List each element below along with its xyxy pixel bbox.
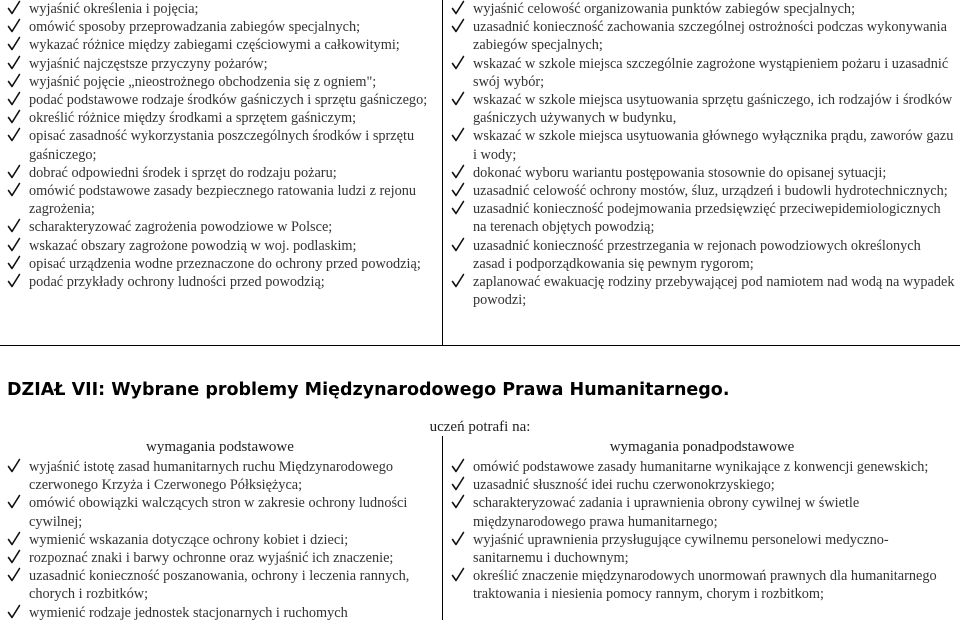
list-item — [448, 458, 956, 476]
list-item-text: wyjaśnić istotę zasad humanitarnych ruchu Międzynarodowego czerwonego Krzyża i Czerwonego Półksiężyca; — [29, 459, 394, 494]
checkmark-icon — [7, 458, 21, 474]
list-item-text: omówić obowiązki walczących stron w zakresie ochrony ludności cywilnej; — [29, 495, 408, 530]
list-item-text: omówić sposoby przeprowadzania zabiegów specjalnych; — [29, 19, 361, 36]
checkmark-icon — [7, 531, 21, 547]
list-item-text: uzasadnić konieczność podejmowania przedsięwzięć przeciwepidemiologicznych na terenach objętych powodzią; — [473, 201, 941, 236]
advanced-requirements-list — [448, 458, 956, 604]
list-item — [448, 200, 956, 236]
list-item — [4, 36, 436, 54]
list-item-text: podać podstawowe rodzaje środków gaśniczych i sprzętu gaśniczego; — [29, 92, 428, 109]
list-item — [4, 91, 436, 109]
checkmark-icon — [7, 237, 21, 253]
list-item — [4, 55, 436, 73]
list-item — [448, 0, 956, 18]
top-left-column — [4, 0, 436, 291]
list-item-text: wyjaśnić uprawnienia przysługujące cywilnemu personelowi medyczno-sanitarnemu i duchownym; — [473, 531, 889, 567]
list-item — [4, 494, 436, 530]
basic-requirements-header: wymagania podstawowe — [146, 439, 294, 455]
checkmark-icon — [451, 273, 465, 289]
list-item-text: wskazać w szkole miejsca usytuowania sprzętu gaśniczego, ich rodzajów i środków gaśniczych używanych w budynku, — [473, 92, 953, 127]
list-item — [4, 109, 436, 127]
list-item-text: wyjaśnić pojęcie „nieostrożnego obchodzenia się z ogniem"; — [29, 73, 377, 90]
checkmark-icon — [451, 55, 465, 71]
list-item-text: opisać urządzenia wodne przeznaczone do ochrony przed powodzią; — [29, 255, 421, 272]
list-item — [4, 73, 436, 91]
list-item-text: wymienić wskazania dotyczące ochrony kobiet i dzieci; — [29, 531, 349, 548]
list-item-text: wyjaśnić określenia i pojęcia; — [29, 1, 199, 17]
list-item — [4, 604, 436, 622]
list-item-text: zaplanować ewakuację rodziny przebywającej pod namiotem nad wodą na wypadek powodzi; — [473, 274, 955, 309]
list-item — [4, 531, 436, 549]
top-right-column — [448, 0, 956, 309]
list-item — [4, 255, 436, 273]
checkmark-icon — [451, 458, 465, 474]
list-item — [448, 164, 956, 182]
checkmark-icon — [7, 567, 21, 583]
list-item — [4, 273, 436, 291]
list-item — [4, 127, 436, 163]
list-item — [448, 237, 956, 273]
list-item-text: uzasadnić konieczność przestrzegania w rejonach powodziowych określonych zasad i podporządkowania się pewnym rygorom; — [473, 237, 921, 272]
checkmark-icon — [451, 531, 465, 547]
checkmark-icon — [451, 237, 465, 253]
list-item-text: wskazać w szkole miejsca szczególnie zagrożone wystąpieniem pożaru i uzasadnić swój wybór; — [473, 55, 949, 90]
checkmark-icon — [451, 0, 465, 16]
list-item — [4, 549, 436, 567]
checkmark-icon — [7, 218, 21, 234]
section-subheading: uczeń potrafi na: — [429, 419, 531, 435]
checkmark-icon — [7, 127, 21, 143]
list-item — [448, 127, 956, 163]
list-item-text: określić znaczenie międzynarodowych unormowań prawnych dla humanitarnego traktowania i niesienia pomocy rannym, chorym i rozbitkom; — [473, 568, 937, 603]
checkmark-icon — [7, 255, 21, 271]
list-item-text: uzasadnić słuszność idei ruchu czerwonokrzyskiego; — [473, 477, 775, 494]
list-item — [4, 18, 436, 36]
list-item — [448, 91, 956, 127]
list-item-text: rozpoznać znaki i barwy ochronne oraz wyjaśnić ich znaczenie; — [29, 550, 394, 567]
checkmark-icon — [451, 200, 465, 216]
checkmark-icon — [7, 182, 21, 198]
list-item-text: dokonać wyboru wariantu postępowania stosownie do opisanej sytuacji; — [473, 164, 887, 181]
list-item — [448, 18, 956, 54]
checkmark-icon — [7, 164, 21, 180]
section-title: DZIAŁ VII: Wybrane problemy Międzynarodowego Prawa Humanitarnego. — [7, 380, 730, 400]
list-item-text: opisać zasadność wykorzystania poszczególnych środków i sprzętu gaśniczego; — [29, 128, 415, 163]
checkmark-icon — [7, 91, 21, 107]
list-item-text: uzasadnić konieczność poszanowania, ochrony i leczenia rannych, chorych i rozbitków; — [29, 568, 410, 603]
list-item — [4, 567, 436, 603]
checkmark-icon — [7, 494, 21, 510]
checkmark-icon — [7, 549, 21, 565]
basic-requirements-column — [4, 438, 436, 622]
list-item-text: wskazać w szkole miejsca usytuowania głównego wyłącznika prądu, zaworów gazu i wody; — [473, 128, 954, 163]
checkmark-icon — [451, 18, 465, 34]
basic-requirements-list — [4, 458, 436, 622]
checkmark-icon — [7, 604, 21, 620]
column-divider — [442, 436, 443, 620]
checkmark-icon — [451, 494, 465, 510]
list-item — [4, 237, 436, 255]
checkmark-icon — [451, 91, 465, 107]
list-item-text: omówić podstawowe zasady humanitarne wynikające z konwencji genewskich; — [473, 459, 929, 475]
list-item — [448, 182, 956, 200]
list-item-text: scharakteryzować zadania i uprawnienia obrony cywilnej w świetle międzynarodowego prawa humanitarnego; — [473, 495, 860, 530]
list-item-text: omówić podstawowe zasady bezpiecznego ratowania ludzi z rejonu zagrożenia; — [29, 183, 417, 218]
checkmark-icon — [451, 164, 465, 180]
list-item — [4, 182, 436, 218]
list-item — [448, 494, 956, 530]
checkmark-icon — [7, 73, 21, 89]
list-item-text: uzasadnić konieczność zachowania szczególnej ostrożności podczas wykonywania zabiegów specjalnych; — [473, 19, 947, 54]
checkmark-icon — [451, 476, 465, 492]
list-item-text: wyjaśnić najczęstsze przyczyny pożarów; — [29, 55, 268, 72]
list-item-text: wykazać różnice między zabiegami częściowymi a całkowitymi; — [29, 37, 400, 54]
list-item-text: podać przykłady ochrony ludności przed powodzią; — [29, 274, 325, 291]
top-right-list — [448, 0, 956, 309]
column-divider — [442, 0, 443, 345]
list-item — [4, 164, 436, 182]
list-item — [4, 218, 436, 236]
checkmark-icon — [7, 0, 21, 16]
list-item-text: określić różnice między środkami a sprzętem gaśniczym; — [29, 110, 357, 127]
checkmark-icon — [451, 567, 465, 583]
checkmark-icon — [451, 182, 465, 198]
list-item — [448, 567, 956, 603]
list-item-text: dobrać odpowiedni środek i sprzęt do rodzaju pożaru; — [29, 164, 337, 181]
checkmark-icon — [7, 273, 21, 289]
section-requirements-table — [0, 436, 960, 620]
list-item — [448, 531, 956, 567]
list-item-text: uzasadnić celowość ochrony mostów, śluz, urządzeń i budowli hydrotechnicznych; — [473, 183, 948, 200]
list-item — [4, 458, 436, 494]
top-left-list — [4, 0, 436, 291]
list-item-text: scharakteryzować zagrożenia powodziowe w Polsce; — [29, 219, 333, 236]
list-item — [4, 0, 436, 18]
list-item-text: wskazać obszary zagrożone powodzią w woj. podlaskim; — [29, 237, 357, 254]
checkmark-icon — [7, 36, 21, 52]
list-item-text: wyjaśnić celowość organizowania punktów zabiegów specjalnych; — [473, 1, 856, 17]
checkmark-icon — [7, 18, 21, 34]
list-item-text: wymienić rodzaje jednostek stacjonarnych i ruchomych — [29, 604, 348, 621]
list-item — [448, 55, 956, 91]
list-item — [448, 273, 956, 309]
advanced-requirements-header: wymagania ponadpodstawowe — [609, 439, 795, 455]
checkmark-icon — [7, 55, 21, 71]
advanced-requirements-column — [448, 438, 956, 604]
checkmark-icon — [451, 127, 465, 143]
list-item — [448, 476, 956, 494]
checkmark-icon — [7, 109, 21, 125]
